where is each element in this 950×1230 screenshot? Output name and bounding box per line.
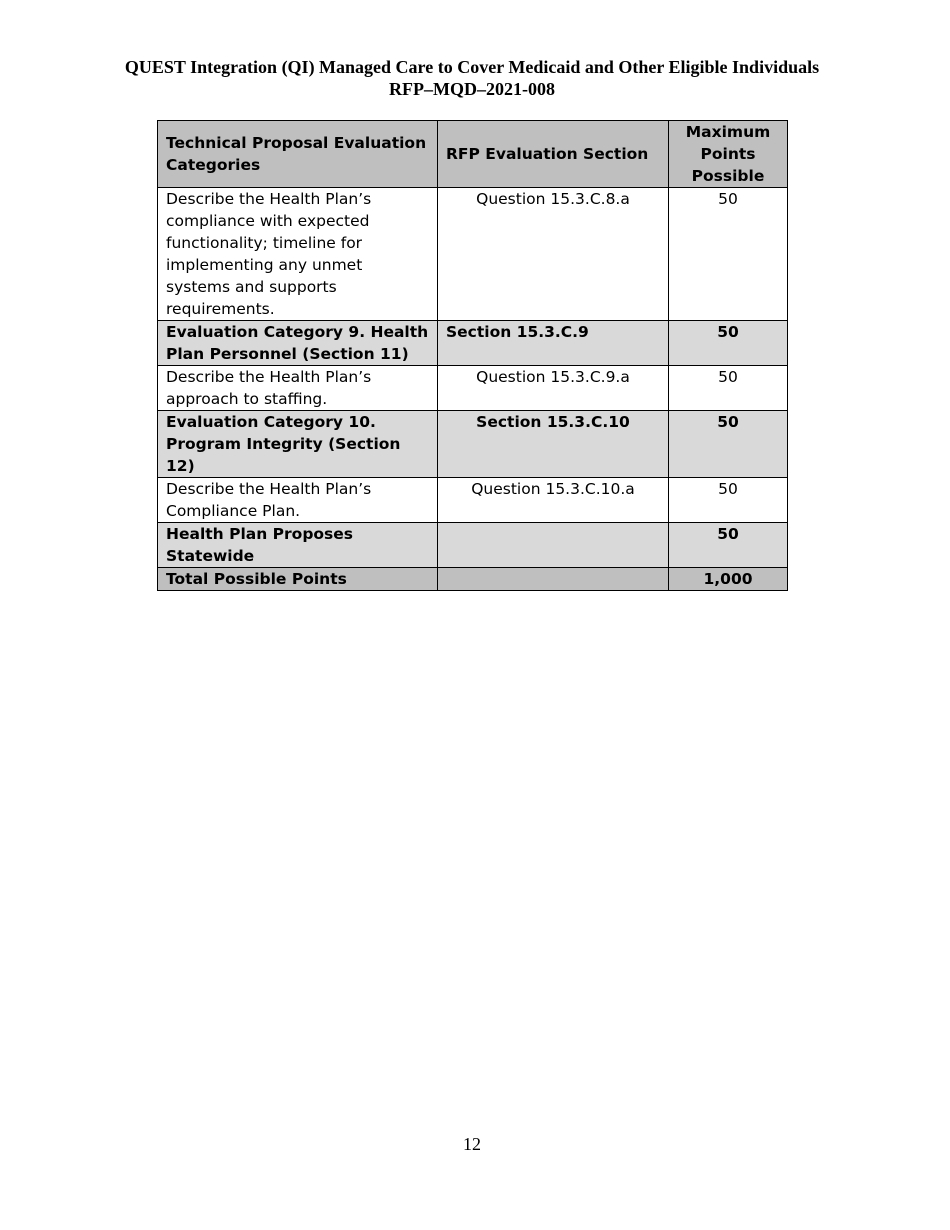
table-row [158, 478, 788, 523]
total-label-cell: Total Possible Points [158, 568, 438, 591]
evaluation-table [157, 120, 788, 591]
row-category-cell: Health Plan Proposes Statewide [158, 523, 438, 568]
row-points-cell: 50 [669, 188, 788, 321]
document-title: QUEST Integration (QI) Managed Care to Cover Medicaid and Other Eligible Individuals [124, 57, 820, 77]
row-points-cell: 50 [669, 366, 788, 411]
row-points-cell: 50 [669, 411, 788, 478]
row-category-cell: Describe the Health Plan’s approach to staffing. [158, 366, 438, 411]
row-section-cell: Section 15.3.C.9 [438, 321, 669, 366]
column-header-section: RFP Evaluation Section [438, 121, 669, 188]
column-header-categories: Technical Proposal Evaluation Categories [158, 121, 438, 188]
table-row [158, 366, 788, 411]
row-category-cell: Evaluation Category 10. Program Integrity (Section 12) [158, 411, 438, 478]
table-row-category [158, 411, 788, 478]
table-row [158, 188, 788, 321]
table-header-row [158, 121, 788, 188]
row-section-cell: Question 15.3.C.8.a [438, 188, 669, 321]
row-section-cell: Section 15.3.C.10 [438, 411, 669, 478]
column-header-points: Maximum Points Possible [669, 121, 788, 188]
table-row-category [158, 523, 788, 568]
document-header [0, 56, 944, 100]
table-row-category [158, 321, 788, 366]
row-points-cell: 50 [669, 478, 788, 523]
row-section-cell: Question 15.3.C.10.a [438, 478, 669, 523]
total-section-cell [438, 568, 669, 591]
rfp-number: RFP–MQD–2021-008 [389, 79, 555, 99]
row-points-cell: 50 [669, 321, 788, 366]
row-section-cell: Question 15.3.C.9.a [438, 366, 669, 411]
total-points-cell: 1,000 [669, 568, 788, 591]
table-row-total [158, 568, 788, 591]
row-points-cell: 50 [669, 523, 788, 568]
page-number: 12 [463, 1134, 481, 1154]
row-category-cell: Describe the Health Plan’s Compliance Plan. [158, 478, 438, 523]
row-category-cell: Evaluation Category 9. Health Plan Personnel (Section 11) [158, 321, 438, 366]
row-category-cell: Describe the Health Plan’s compliance with expected functionality; timeline for implementing any unmet systems and supports requirements. [158, 188, 438, 321]
row-section-cell [438, 523, 669, 568]
